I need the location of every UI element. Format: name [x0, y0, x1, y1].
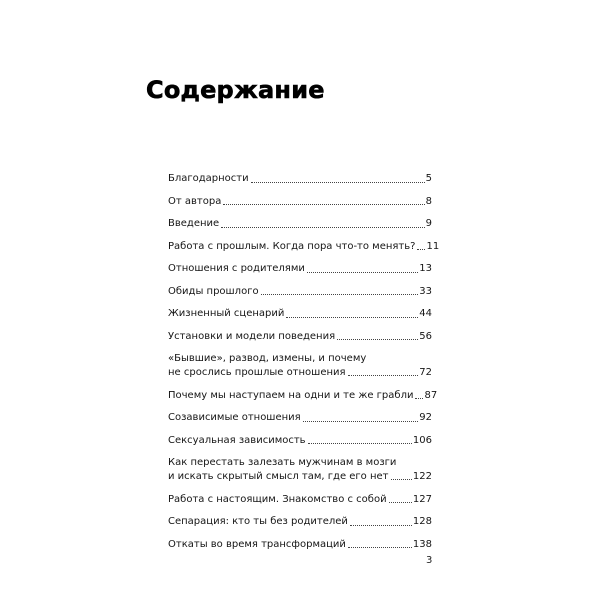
toc-entry-label: Сепарация: кто ты без родителей — [168, 516, 348, 527]
toc-entry-page: 138 — [412, 538, 432, 550]
dot-leader — [350, 525, 412, 526]
toc-entry-label: Работа с настоящим. Знакомство с собой — [168, 493, 387, 505]
toc-entry[interactable] — [168, 493, 432, 507]
toc-entry[interactable] — [168, 515, 432, 529]
dot-leader — [389, 502, 412, 503]
toc-entry[interactable] — [168, 456, 432, 483]
toc-entry-label-line2: не срослись прошлые отношения — [168, 366, 346, 378]
toc-entry[interactable] — [168, 352, 432, 379]
toc-entry-page: 44 — [419, 308, 432, 319]
toc-entry-page: 9 — [425, 218, 432, 229]
dot-leader — [348, 547, 412, 548]
toc-entry-page: 56 — [419, 330, 432, 342]
toc-entry[interactable] — [168, 285, 432, 299]
toc-entry[interactable] — [168, 195, 432, 209]
toc-entry-label: Введение — [168, 218, 220, 229]
toc-entry-page: 127 — [412, 493, 432, 505]
toc-entry-page: 106 — [412, 434, 432, 446]
toc-entry-page: 122 — [412, 470, 432, 482]
toc-entry-page: 87 — [424, 389, 438, 401]
toc-entry[interactable] — [168, 389, 438, 403]
toc-entry-label: Работа с прошлым. Когда пора что-то менять? — [168, 240, 416, 252]
toc-entry[interactable] — [168, 330, 432, 344]
toc-entry-label-line2: и искать скрытый смысл там, где его нет — [168, 470, 389, 482]
dot-leader — [308, 443, 412, 444]
toc-entry-label: Сексуальная зависимость — [168, 434, 306, 446]
dot-leader — [221, 227, 424, 228]
toc-entry[interactable] — [168, 434, 432, 448]
toc-entry-page: 8 — [425, 195, 432, 207]
page-title: Содержание — [146, 76, 325, 104]
toc-entry[interactable] — [168, 538, 432, 552]
toc-entry-label: От автора — [168, 195, 222, 207]
dot-leader — [251, 182, 425, 183]
dot-leader — [391, 479, 412, 480]
dot-leader — [286, 317, 418, 318]
dot-leader — [223, 204, 424, 205]
toc-entry-label: Откаты во время трансформаций — [168, 538, 346, 550]
toc-entry-page: 72 — [419, 366, 432, 378]
toc-entry-label: Созависимые отношения — [168, 412, 301, 423]
toc-entry-label: Благодарности — [168, 173, 249, 184]
dot-leader — [307, 272, 418, 273]
toc-entry-label: Жизненный сценарий — [168, 308, 285, 319]
dot-leader — [303, 421, 419, 422]
page-number: 3 — [426, 555, 433, 566]
dot-leader — [348, 375, 419, 376]
toc-entry-page: 13 — [419, 263, 432, 274]
toc-entry-page: 11 — [426, 240, 440, 252]
toc-entry-label: Установки и модели поведения — [168, 330, 336, 342]
toc-entry[interactable] — [168, 307, 432, 321]
toc-entry-label-line1: «Бывшие», развод, измены, и почему — [168, 353, 367, 364]
dot-leader — [415, 398, 423, 399]
toc-entry[interactable] — [168, 240, 440, 254]
toc-entry-page: 92 — [419, 412, 432, 423]
toc-entry[interactable] — [168, 411, 432, 425]
toc-entry[interactable] — [168, 262, 432, 276]
toc-entry-page: 128 — [412, 516, 432, 527]
toc-entry-page: 5 — [425, 173, 432, 184]
dot-leader — [261, 294, 419, 295]
dot-leader — [337, 339, 418, 340]
toc-entry-label: Отношения с родителями — [168, 263, 305, 274]
toc-entry[interactable] — [168, 172, 432, 186]
toc-entry[interactable] — [168, 217, 432, 231]
toc-entry-label: Почему мы наступаем на одни и те же грабли — [168, 389, 414, 401]
toc-entry-label-line1: Как перестать залезать мужчинам в мозги — [168, 457, 397, 468]
table-of-contents — [168, 172, 440, 560]
dot-leader — [417, 249, 425, 250]
toc-entry-page: 33 — [419, 285, 432, 297]
toc-entry-label: Обиды прошлого — [168, 285, 259, 297]
